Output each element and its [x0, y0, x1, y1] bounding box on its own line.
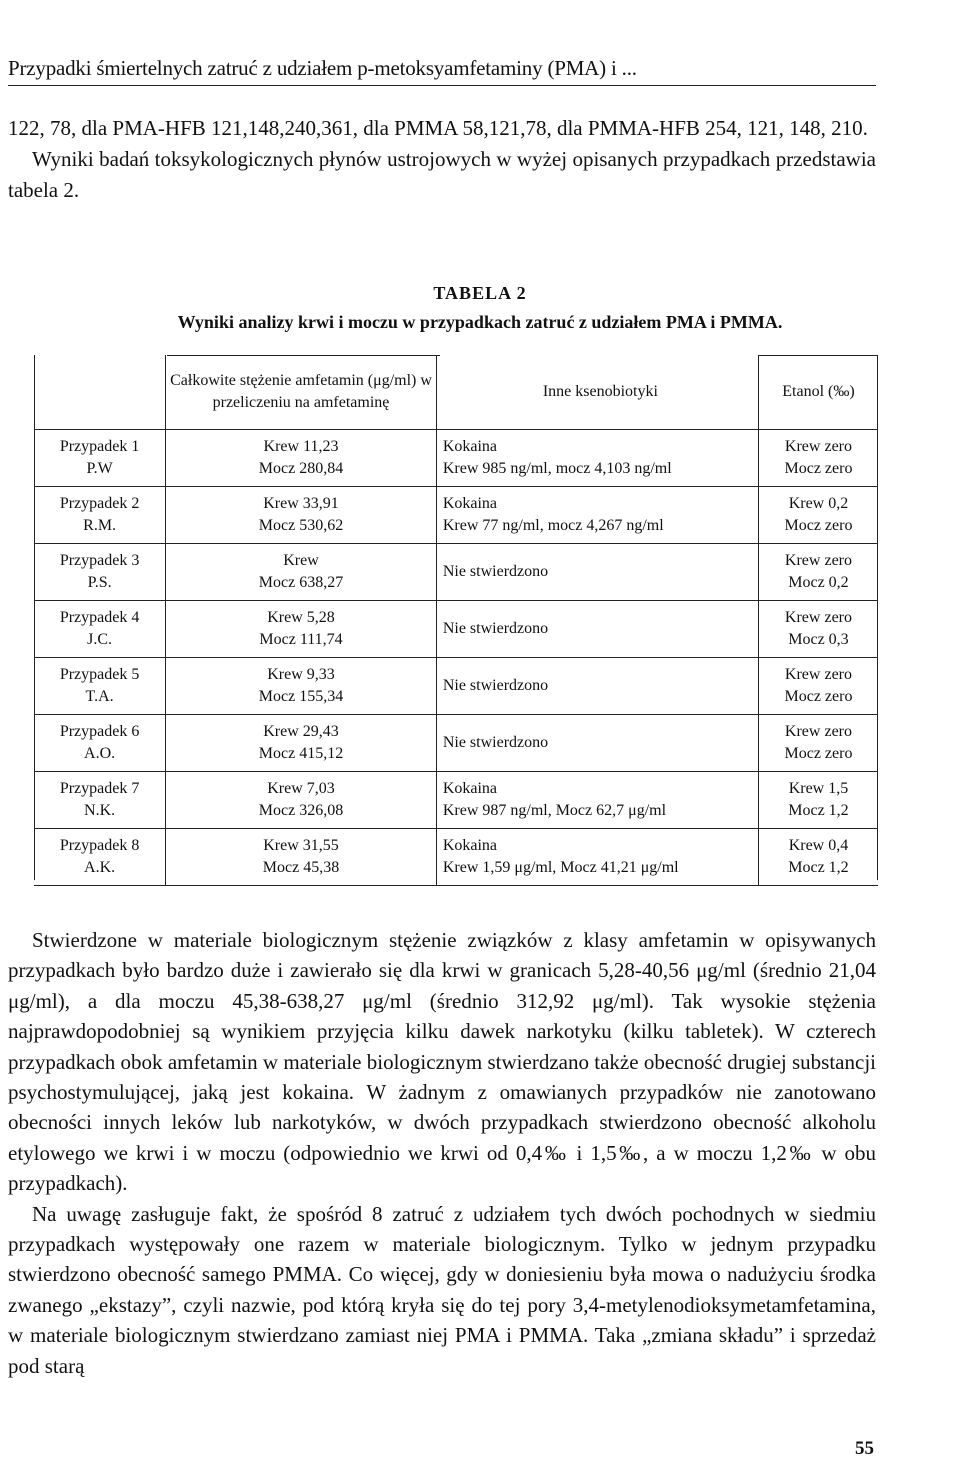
ethanol-cell-line: Mocz 1,2 — [788, 802, 849, 819]
xenobiotics-cell — [436, 487, 758, 544]
concentration-cell-line: Krew 9,33 — [267, 666, 335, 683]
concentration-cell-line: Krew 29,43 — [263, 723, 339, 740]
case-cell-line: T.A. — [85, 688, 114, 705]
ethanol-cell-line: Mocz zero — [784, 745, 853, 762]
body-paragraph-1: Stwierdzone w materiale biologicznym stężenie związków z klasy amfetamin w opisywanych przypadkach było bardzo duże i zawierało się dla krwi w granicach 5,28-40,56 μg/ml (średnio 21,04 μg/ml), a dla moczu 45,38-638,27 μg/ml (średnio 312,92 μg/ml). Tak wysokie stężenia najprawdopodobniej są wynikiem przyjęcia kilku dawek narkotyku (kilku tabletek). W czterech przypadkach obok amfetamin w materiale biologicznym stwierdzano także obecność drugiej substancji psychostymulującej, jaką jest kokaina. W żadnym z omawianych przypadków nie zanotowano obecności innych leków lub narkotyków, w dwóch przypadkach stwierdzono obecność alkoholu etylowego we krwi i w moczu (odpowiednio we krwi od 0,4‰ i 1,5‰, a w moczu 1,2‰ w obu przypadkach). — [8, 928, 876, 1196]
ethanol-cell-line: Krew zero — [784, 552, 852, 569]
concentration-cell-line: Krew 11,23 — [263, 438, 339, 455]
concentration-cell-line: Mocz 326,08 — [258, 802, 344, 819]
concentration-cell-line: Mocz 111,74 — [259, 631, 343, 648]
case-cell-line: Przypadek 1 — [59, 438, 140, 455]
concentration-cell — [166, 658, 437, 715]
header-case — [34, 355, 166, 430]
table-row — [34, 544, 878, 601]
case-cell — [34, 772, 166, 829]
ethanol-cell-line: Krew zero — [784, 438, 852, 455]
concentration-cell — [166, 430, 437, 487]
case-cell — [34, 601, 166, 658]
ethanol-cell-line: Mocz zero — [784, 517, 853, 534]
results-table — [34, 355, 878, 886]
ethanol-cell-line: Mocz 1,2 — [788, 859, 849, 876]
xenobiotics-cell-line: Krew 77 ng/ml, mocz 4,267 ng/ml — [442, 517, 664, 534]
xenobiotics-cell-line: Krew 985 ng/ml, mocz 4,103 ng/ml — [442, 460, 672, 477]
concentration-cell-line: Krew 7,03 — [267, 780, 335, 797]
ethanol-cell-line: Krew zero — [784, 723, 852, 740]
xenobiotics-cell-line: Krew 1,59 μg/ml, Mocz 41,21 μg/ml — [442, 859, 679, 876]
ethanol-cell — [758, 829, 878, 886]
table-row — [34, 829, 878, 886]
table-title: Wyniki analizy krwi i moczu w przypadkach zatruć z udziałem PMA i PMMA. — [177, 312, 783, 332]
concentration-cell-line: Mocz 45,38 — [262, 859, 340, 876]
concentration-cell-line: Krew 5,28 — [267, 609, 335, 626]
case-cell-line: N.K. — [84, 802, 116, 819]
ethanol-cell — [758, 658, 878, 715]
case-cell-line: Przypadek 7 — [59, 780, 140, 797]
xenobiotics-cell-line: Krew 987 ng/ml, Mocz 62,7 μg/ml — [442, 802, 667, 819]
table-header-row — [34, 355, 878, 430]
ethanol-cell-line: Krew 0,4 — [788, 837, 849, 854]
case-cell — [34, 715, 166, 772]
intro-paragraph-1: 122, 78, dla PMA-HFB 121,148,240,361, dla PMMA 58,121,78, dla PMMA-HFB 254, 121, 148, 210. — [8, 116, 868, 140]
table-label: TABELA 2 — [433, 283, 527, 303]
case-cell — [34, 544, 166, 601]
ethanol-cell — [758, 487, 878, 544]
xenobiotics-cell-line: Kokaina — [442, 780, 498, 797]
case-cell — [34, 829, 166, 886]
table-row — [34, 715, 878, 772]
table-row — [34, 658, 878, 715]
case-cell-line: A.K. — [84, 859, 116, 876]
body-text — [8, 925, 876, 1381]
xenobiotics-cell-line: Kokaina — [442, 438, 498, 455]
ethanol-cell — [758, 430, 878, 487]
ethanol-cell-line: Mocz zero — [784, 460, 853, 477]
xenobiotics-cell-line: Kokaina — [442, 837, 498, 854]
concentration-cell — [166, 601, 437, 658]
concentration-cell-line: Mocz 155,34 — [258, 688, 344, 705]
concentration-cell-line: Mocz 280,84 — [258, 460, 344, 477]
case-cell-line: Przypadek 8 — [59, 837, 140, 854]
concentration-cell-line: Mocz 415,12 — [258, 745, 344, 762]
header-rule — [8, 85, 876, 86]
concentration-cell-line: Krew 33,91 — [263, 495, 339, 512]
ethanol-cell-line: Krew zero — [784, 609, 852, 626]
ethanol-cell-line: Mocz 0,3 — [788, 631, 849, 648]
case-cell-line: J.C. — [87, 631, 113, 648]
concentration-cell — [166, 715, 437, 772]
case-cell — [34, 658, 166, 715]
intro-text — [8, 113, 876, 206]
concentration-cell-line: Mocz 638,27 — [258, 574, 344, 591]
page-number: 55 — [855, 1438, 874, 1459]
case-cell-line: R.M. — [83, 517, 117, 534]
case-cell-line: P.W — [86, 460, 113, 477]
concentration-cell — [166, 544, 437, 601]
xenobiotics-cell-line: Nie stwierdzono — [442, 620, 549, 637]
xenobiotics-cell — [436, 544, 758, 601]
concentration-cell — [166, 487, 437, 544]
ethanol-cell-line: Krew zero — [784, 666, 852, 683]
case-cell-line: Przypadek 3 — [59, 552, 140, 569]
concentration-cell-line: Mocz 530,62 — [258, 517, 344, 534]
table-row — [34, 430, 878, 487]
body-paragraph-2: Na uwagę zasługuje fakt, że spośród 8 zatruć z udziałem tych dwóch pochodnych w siedmiu przypadkach występowały one razem w materiale biologicznym. Tylko w jednym przypadku stwierdzono obecność samego PMMA. Co więcej, gdy w doniesieniu była mowa o nadużyciu środka zwanego „ekstazy”, czyli nazwie, pod którą kryła się do tej pory 3,4-metylenodioksymetamfetamina, w materiale biologicznym stwierdzano zamiast niej PMA i PMMA. Taka „zmiana składu” i sprzedaż pod starą — [8, 1201, 876, 1378]
ethanol-cell-line: Mocz 0,2 — [788, 574, 849, 591]
xenobiotics-cell — [436, 601, 758, 658]
ethanol-cell-line: Mocz zero — [784, 688, 853, 705]
concentration-cell — [166, 829, 437, 886]
table-row — [34, 772, 878, 829]
table-row — [34, 487, 878, 544]
header-ethanol: Etanol (‰) — [758, 355, 878, 430]
case-cell — [34, 487, 166, 544]
xenobiotics-cell — [436, 715, 758, 772]
ethanol-cell-line: Krew 1,5 — [788, 780, 849, 797]
case-cell-line: Przypadek 4 — [59, 609, 140, 626]
table-row — [34, 601, 878, 658]
header-concentration: Całkowite stężenie amfetamin (μg/ml) w przeliczeniu na amfetaminę — [166, 355, 437, 430]
xenobiotics-cell — [436, 658, 758, 715]
case-cell-line: A.O. — [84, 745, 116, 762]
case-cell-line: Przypadek 6 — [59, 723, 140, 740]
case-cell — [34, 430, 166, 487]
concentration-cell — [166, 772, 437, 829]
running-head: Przypadki śmiertelnych zatruć z udziałem p-metoksyamfetaminy (PMA) i ... — [8, 56, 637, 80]
ethanol-cell — [758, 544, 878, 601]
ethanol-cell — [758, 772, 878, 829]
ethanol-cell — [758, 715, 878, 772]
ethanol-cell-line: Krew 0,2 — [788, 495, 849, 512]
intro-paragraph-2: Wyniki badań toksykologicznych płynów ustrojowych w wyżej opisanych przypadkach przedstawia tabela 2. — [8, 147, 876, 202]
xenobiotics-cell-line: Nie stwierdzono — [442, 563, 549, 580]
ethanol-cell — [758, 601, 878, 658]
xenobiotics-cell — [436, 430, 758, 487]
xenobiotics-cell-line: Nie stwierdzono — [442, 677, 549, 694]
xenobiotics-cell — [436, 829, 758, 886]
case-cell-line: Przypadek 5 — [59, 666, 140, 683]
case-cell-line: Przypadek 2 — [59, 495, 140, 512]
header-xenobiotics: Inne ksenobiotyki — [436, 355, 758, 430]
case-cell-line: P.S. — [87, 574, 112, 591]
xenobiotics-cell — [436, 772, 758, 829]
xenobiotics-cell-line: Nie stwierdzono — [442, 734, 549, 751]
concentration-cell-line: Krew 31,55 — [263, 837, 339, 854]
xenobiotics-cell-line: Kokaina — [442, 495, 498, 512]
concentration-cell-line: Krew — [283, 552, 319, 569]
